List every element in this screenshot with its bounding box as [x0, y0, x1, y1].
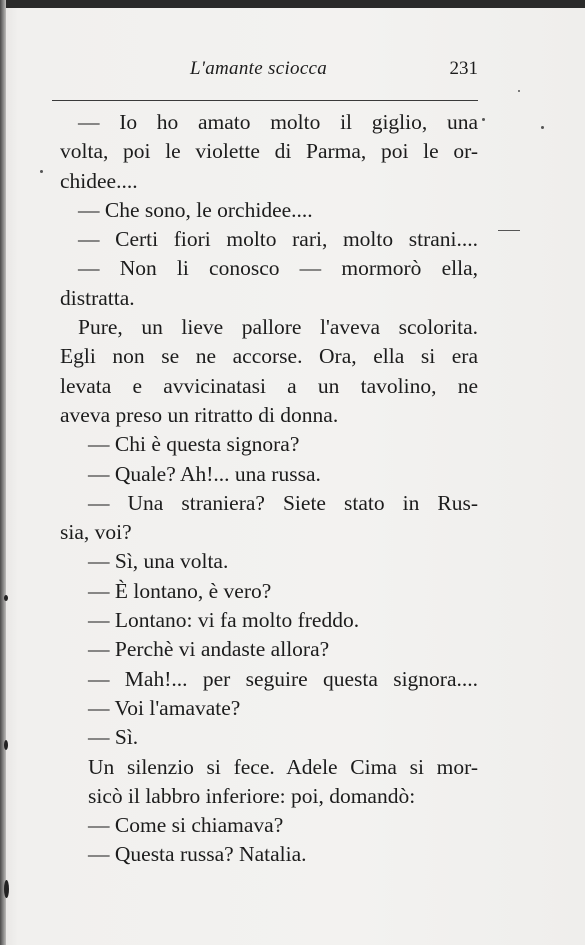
- print-speck: [518, 90, 520, 92]
- text-line: Egli non se ne accorse. Ora, ella si era: [60, 344, 478, 369]
- text-line: — Certi fiori molto rari, molto strani....: [78, 227, 478, 252]
- text-line: — Che sono, le orchidee....: [78, 197, 313, 222]
- text-line: levata e avvicinatasi a un tavolino, ne: [60, 373, 478, 398]
- body-text: [60, 108, 478, 870]
- text-line: distratta.: [60, 285, 135, 310]
- print-speck: [40, 170, 43, 173]
- print-speck: [498, 230, 520, 231]
- print-speck: [4, 880, 9, 898]
- text-line: volta, poi le violette di Parma, poi le or-: [60, 139, 478, 164]
- page-binding-edge: [0, 0, 6, 945]
- page-top-edge: [0, 0, 585, 8]
- text-line: Pure, un lieve pallore l'aveva scolorita.: [78, 315, 478, 340]
- text-line: Un silenzio si fece. Adele Cima si mor-: [88, 754, 478, 779]
- print-speck: [4, 740, 8, 750]
- print-speck: [482, 118, 485, 121]
- print-speck: [4, 595, 8, 601]
- header-rule: [52, 100, 478, 101]
- page-header: [58, 58, 478, 84]
- text-line: — Sì, una volta.: [88, 549, 229, 574]
- text-line: chidee....: [60, 168, 138, 193]
- text-line: — Questa russa? Natalia.: [88, 842, 307, 867]
- text-line: — Mah!... per seguire questa signora....: [88, 666, 478, 691]
- text-line: sicò il labbro inferiore: poi, domandò:: [88, 783, 416, 808]
- text-line: — Una straniera? Siete stato in Rus-: [88, 490, 478, 515]
- text-line: sia, voi?: [60, 520, 132, 545]
- text-line: — Perchè vi andaste allora?: [88, 637, 330, 662]
- text-line: — Voi l'amavate?: [88, 695, 241, 720]
- text-line: — Lontano: vi fa molto freddo.: [88, 608, 360, 633]
- text-line: — Come si chiamava?: [88, 813, 284, 838]
- text-line: — È lontano, è vero?: [88, 578, 272, 603]
- text-line: — Io ho amato molto il giglio, una: [78, 110, 478, 134]
- text-line: — Chi è questa signora?: [88, 432, 300, 457]
- text-line: — Non li conosco — mormorò ella,: [78, 256, 478, 281]
- running-title: L'amante sciocca: [190, 58, 328, 79]
- print-speck: [541, 126, 544, 129]
- text-line: aveva preso un ritratto di donna.: [60, 402, 339, 427]
- text-line: — Quale? Ah!... una russa.: [88, 461, 321, 486]
- page-number: 231: [449, 58, 478, 79]
- text-line: — Sì.: [88, 725, 139, 750]
